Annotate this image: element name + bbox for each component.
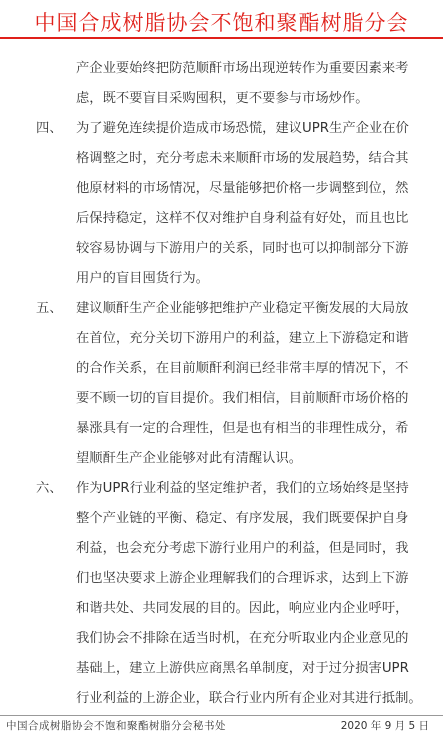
body-line: 在首位，充分关切下游用户的利益，建立上下游稳定和谐 [76, 331, 409, 346]
letterhead [0, 0, 443, 40]
paragraph-number: 六、 [36, 481, 63, 496]
footer-rule [0, 715, 443, 716]
body-line: 作为UPR行业利益的坚定维护者，我们的立场始终是坚持 [76, 481, 409, 496]
footer-organization: 中国合成树脂协会不饱和聚酯树脂分会秘书处 [6, 720, 226, 732]
body-line: 望顺酐生产企业能够对此有清醒认识。 [76, 451, 303, 466]
body-line: 暴涨具有一定的合理性，但是也有相当的非理性成分，希 [76, 421, 409, 436]
body-line: 虑，既不要盲目采购囤积，更不要参与市场炒作。 [76, 91, 369, 106]
body-line: 利益，也会充分考虑下游行业用户的利益，但是同时，我 [76, 541, 409, 556]
body-line: 格调整之时，充分考虑未来顺酐市场的发展趋势，结合其 [76, 151, 409, 166]
body-line: 的合作关系，在目前顺酐利润已经非常丰厚的情况下，不 [76, 361, 409, 376]
body-line: 为了避免连续提价造成市场恐慌，建议UPR生产企业在价 [76, 121, 409, 136]
body-line: 后保持稳定，这样不仅对维护自身利益有好处，而且也比 [76, 211, 409, 226]
body-line: 行业利益的上游企业，联合行业内所有企业对其进行抵制。 [76, 691, 422, 706]
body-line: 我们协会不排除在适当时机，在充分听取业内企业意见的 [76, 631, 409, 646]
body-line: 基础上，建立上游供应商黑名单制度，对于过分损害UPR [76, 661, 409, 676]
body-line: 他原材料的市场情况，尽量能够把价格一步调整到位，然 [76, 181, 409, 196]
body-line: 用户的盲目囤货行为。 [76, 271, 209, 286]
body-line: 较容易协调与下游用户的关系，同时也可以抑制部分下游 [76, 241, 409, 256]
letterhead-title: 中国合成树脂协会不饱和聚酯树脂分会 [34, 11, 409, 35]
body-line: 和谐共处、共同发展的目的。因此，响应业内企业呼吁， [76, 601, 409, 616]
body-line: 建议顺酐生产企业能够把维护产业稳定平衡发展的大局放 [76, 301, 409, 316]
paragraph-number: 五、 [36, 301, 63, 316]
body-line: 要不顾一切的盲目提价。我们相信，目前顺酐市场价格的 [76, 391, 409, 406]
body-line: 整个产业链的平衡、稳定、有序发展，我们既要保护自身 [76, 511, 409, 526]
body-line: 们也坚决要求上游企业理解我们的合理诉求，达到上下游 [76, 571, 409, 586]
paragraph-number: 四、 [36, 121, 63, 136]
footer-date: 2020 年 9 月 5 日 [340, 720, 429, 732]
body-line: 产企业要始终把防范顺酐市场出现逆转作为重要因素来考 [76, 61, 409, 76]
document-footer [0, 715, 443, 751]
letterhead-rule [0, 37, 443, 39]
